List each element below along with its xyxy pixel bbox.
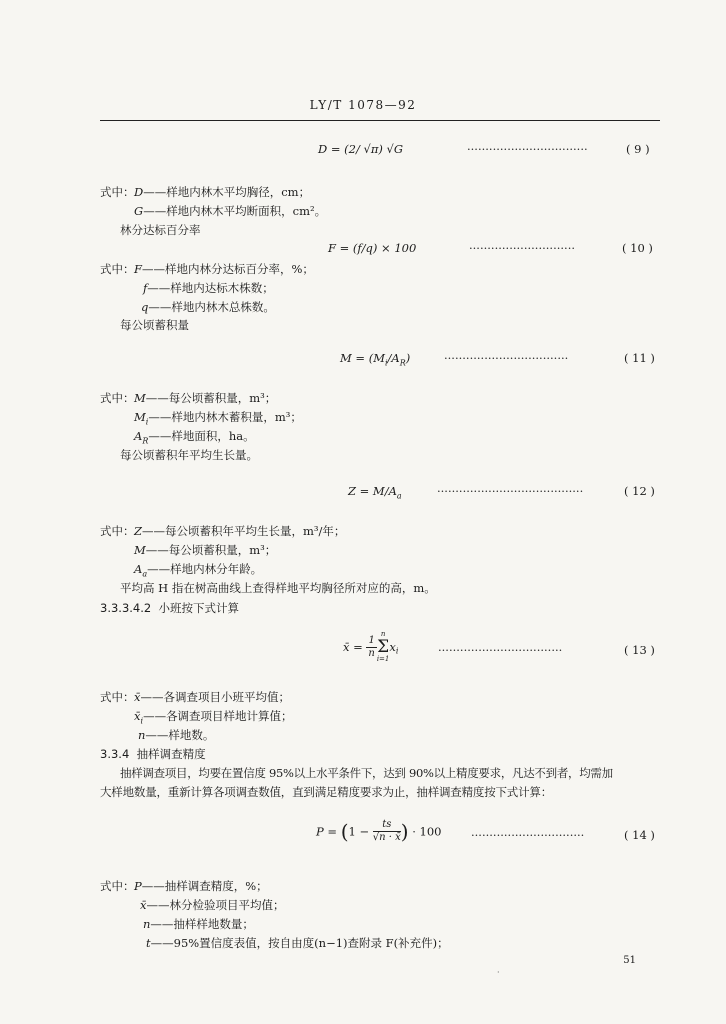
symbol-M2: M (134, 543, 146, 557)
paragraph-volume: 每公顷蓄积量 (120, 318, 189, 332)
fraction-numerator: ts (373, 819, 401, 832)
definition-Z: ——每公顷蓄积年平均生长量，m³/年； (142, 524, 346, 538)
where14-line4 (146, 935, 449, 951)
page-number: 51 (623, 955, 636, 966)
symbol-F: F (134, 262, 142, 276)
paragraph-3-3-4-line2: 大样地数量，重新计算各项调查数值，直到满足精度要求为止，抽样调查精度按下式计算： (100, 785, 552, 799)
definition-Mi: ——样地内林木蓄积量，m³； (148, 410, 302, 424)
section-title: 抽样调查精度 (136, 747, 206, 761)
leader-dots-10: ····························· (469, 241, 576, 255)
where-prefix-10: 式中： (100, 262, 135, 276)
section-number: 3.3.3.4.2 (100, 601, 152, 615)
definition-D: ——样地内林木平均胸径，cm； (143, 185, 311, 199)
where14-line2 (140, 897, 285, 913)
sum-lower-limit: i=1 (376, 655, 390, 663)
sum-upper-limit: n (380, 630, 386, 638)
equation-number-13: ( 13 ) (624, 643, 655, 657)
definition-t: ——95%置信度表值，按自由度(n−1)查附录 F(补充件)； (150, 936, 449, 950)
formula-14-lhs: P = (316, 824, 338, 839)
section-title: 小班按下式计算 (158, 601, 240, 615)
leader-dots-14: ······························· (471, 828, 585, 842)
where11-line3 (134, 428, 255, 445)
definition-AR: ——样地面积，ha。 (148, 429, 255, 443)
formula-13-lhs: x̄ = (343, 640, 363, 654)
symbol-Mi: M (134, 410, 146, 424)
definition-M2: ——每公顷蓄积量，m³； (145, 543, 277, 557)
formula-14: P = (1 − $\frac{ts}{√n \cdot x̄}$ ) · 100 (316, 819, 442, 844)
where13-line3 (138, 727, 214, 743)
symbol-f: f (143, 281, 148, 295)
where14-line3 (143, 916, 254, 932)
symbol-q: q (141, 300, 149, 314)
formula-12 (348, 484, 402, 500)
equation-number-14: ( 14 ) (624, 828, 655, 842)
symbol-xbar-i-sub: i (140, 716, 144, 726)
symbol-Aa: A (134, 562, 143, 576)
formula-11-sub-i: i (384, 358, 388, 368)
leader-dots-13: ·································· (438, 643, 563, 657)
where13-line1 (134, 689, 290, 705)
definition-G: ——样地内林木平均断面积，cm²。 (143, 204, 327, 218)
where-prefix-14: 式中： (100, 879, 135, 893)
symbol-n: n (138, 728, 146, 742)
formula-9: D = (2/ √π) √G (318, 142, 404, 156)
definition-M: ——每公顷蓄积量，m³； (145, 391, 277, 405)
formula-14-fraction (373, 819, 401, 844)
leader-dots-11: ·································· (444, 351, 569, 365)
header-rule (100, 120, 660, 121)
formula-11-end: ) (405, 351, 411, 365)
symbol-G: G (134, 204, 144, 218)
leader-dots-12: ········································ (437, 484, 584, 498)
where-prefix-9: 式中： (100, 185, 135, 199)
section-number: 3.3.4 (100, 747, 130, 761)
fraction-denominator: n (368, 647, 375, 659)
where12-line1 (134, 523, 345, 539)
equation-number-9: ( 9 ) (626, 142, 650, 156)
definition-xbar-2: ——林分检验项目平均值； (146, 898, 285, 912)
standard-code-header: LY/T 1078—92 (309, 98, 417, 112)
paragraph-growth: 每公顷蓄积年平均生长量。 (120, 448, 258, 462)
formula-11-mid: /A (387, 351, 400, 365)
symbol-D: D (134, 185, 144, 199)
section-3-3-3-4-2 (100, 600, 239, 616)
formula-12-lhs: Z = M/A (348, 484, 397, 498)
formula-13-fraction (366, 635, 376, 660)
symbol-t: t (146, 936, 151, 950)
formula-10: F = (f/q) × 100 (328, 241, 417, 255)
where14-line1 (134, 878, 268, 894)
definition-q: ——样地内林木总株数。 (148, 300, 275, 314)
paragraph-3-3-4-line1: 抽样调查项目，均要在置信度 95%以上水平条件下，达到 90%以上精度要求，凡达不到者，均需加 (120, 766, 613, 780)
formula-13-rhs: x (389, 640, 396, 654)
formula-14-tail: · 100 (412, 824, 442, 839)
formula-13 (343, 630, 398, 664)
symbol-Z: Z (134, 524, 142, 538)
symbol-Mi-sub: i (145, 417, 149, 427)
where10-line1 (134, 261, 314, 277)
symbol-AR: A (134, 429, 143, 443)
summation-sign: n Σ i=1 (376, 630, 390, 663)
where9-line2 (134, 203, 326, 219)
symbol-xbar-i: x̄ (134, 709, 141, 723)
section-3-3-4 (100, 746, 206, 762)
scan-speck: · (497, 968, 500, 977)
paragraph-mean-height: 平均高 H 指在树高曲线上查得样地平均胸径所对应的高，m。 (120, 581, 436, 595)
where-prefix-12: 式中： (100, 524, 135, 538)
definition-F: ——样地内林分达标百分率，%； (141, 262, 314, 276)
definition-Aa: ——样地内林分年龄。 (147, 562, 263, 576)
equation-number-12: ( 12 ) (624, 484, 655, 498)
symbol-xbar-2: x̄ (140, 898, 147, 912)
where13-line2 (134, 708, 293, 725)
definition-xbar-i: ——各调查项目样地计算值； (143, 709, 293, 723)
formula-11-sub-R: R (399, 358, 406, 368)
definition-n: ——样地数。 (145, 728, 215, 742)
symbol-AR-sub: R (142, 436, 149, 446)
where-prefix-13: 式中： (100, 690, 135, 704)
where10-line2 (143, 280, 274, 296)
where11-line1 (134, 390, 276, 406)
formula-13-rhs-sub: i (395, 646, 399, 656)
symbol-xbar: x̄ (134, 690, 141, 704)
formula-14-one-minus: 1 − (348, 824, 370, 839)
paragraph-forest-rate: 林分达标百分率 (120, 223, 201, 237)
formula-12-sub-a: a (396, 491, 402, 501)
equation-number-10: ( 10 ) (622, 241, 653, 255)
symbol-n-2: n (143, 917, 151, 931)
where11-line2 (134, 409, 302, 426)
where12-line3 (134, 561, 262, 578)
definition-n-2: ——抽样样地数量； (150, 917, 254, 931)
where10-line3 (141, 299, 275, 315)
symbol-Aa-sub: a (142, 569, 148, 579)
fraction-denominator: √n · x̄ (372, 832, 401, 843)
fraction-numerator: 1 (368, 634, 375, 646)
symbol-P: P (134, 879, 142, 893)
symbol-M: M (134, 391, 146, 405)
formula-11 (340, 351, 410, 367)
definition-f: ——样地内达标木株数； (147, 281, 274, 295)
leader-dots-9: ································· (467, 142, 588, 156)
where-prefix-11: 式中： (100, 391, 135, 405)
where12-line2 (134, 542, 276, 558)
definition-xbar: ——各调查项目小班平均值； (140, 690, 290, 704)
definition-P: ——抽样调查精度，%； (141, 879, 268, 893)
formula-11-lhs: M = (M (340, 351, 385, 365)
equation-number-11: ( 11 ) (624, 351, 655, 365)
where9-line1 (134, 184, 310, 200)
